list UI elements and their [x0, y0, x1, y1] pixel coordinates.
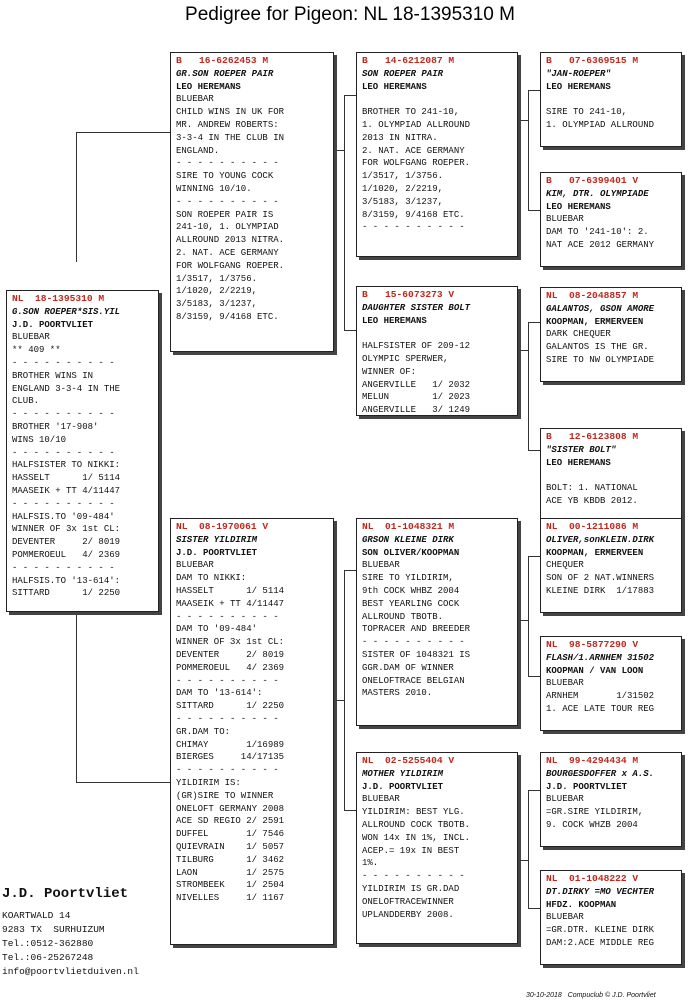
info-line: BLUEBAR — [362, 560, 400, 571]
info-line: - - - - - - - - - - — [12, 409, 115, 420]
pigeon-name: BOURGESDOFFER x A.S. — [546, 768, 655, 779]
info-line: DEVENTER 2/ 8019 — [176, 649, 285, 660]
connector-line — [528, 908, 540, 909]
pigeon-name: GALANTOS, GSON AMORE — [546, 303, 655, 314]
connector-line — [76, 782, 170, 783]
ring-number: B 16-6262453 M — [176, 55, 269, 66]
info-line: - - - - - - - - - - — [362, 222, 465, 233]
info-line: ENGLAND. — [176, 145, 220, 156]
info-line: SIRE TO 241-10, — [546, 107, 628, 118]
info-line: MELUN 1/ 2023 — [362, 392, 471, 403]
ring-number: NL 08-1970061 V — [176, 521, 269, 532]
info-line: SITTARD 1/ 2250 — [176, 701, 285, 712]
owner-address: KOARTWALD 14 — [2, 910, 71, 921]
ring-number: NL 00-1211086 M — [546, 521, 639, 532]
pigeon-card-sds[interactable] — [540, 287, 682, 382]
breeder-name: J.D. POORTVLIET — [362, 781, 444, 792]
breeder-name: LEO HEREMANS — [546, 201, 611, 212]
info-line: DAM:2.ACE MIDDLE REG — [546, 937, 655, 948]
connector-line — [518, 860, 528, 861]
info-line: DAM TO '09-484' — [176, 624, 258, 635]
connector-line — [528, 450, 540, 451]
info-line: BROTHER WINS IN — [12, 370, 94, 381]
info-line: 2. NAT. ACE GERMANY — [362, 145, 465, 156]
info-line: MR. ANDREW ROBERTS: — [176, 119, 279, 130]
info-line: 1/3517, 1/3756. — [176, 273, 258, 284]
page-title: Pedigree for Pigeon: NL 18-1395310 M — [185, 4, 515, 25]
info-line: ANGERVILLE 1/ 2032 — [362, 379, 471, 390]
info-line: BLUEBAR — [362, 794, 400, 805]
info-line: 1/1020, 2/2219, — [176, 286, 258, 297]
info-line: STROMBEEK 1/ 2504 — [176, 880, 285, 891]
info-line: YILDIRIM: BEST YLG. — [362, 807, 465, 818]
info-line: - - - - - - - - - - — [176, 765, 279, 776]
info-line: DUFFEL 1/ 7546 — [176, 829, 285, 840]
info-line: ONELOFTRACEWINNER — [362, 896, 454, 907]
info-line: 9th COCK WHBZ 2004 — [362, 585, 460, 596]
info-line: POMMEROEUL 4/ 2369 — [12, 549, 121, 560]
info-line: BROTHER '17-908' — [12, 421, 99, 432]
connector-line — [528, 90, 529, 210]
info-line: TOPRACER AND BREEDER — [362, 624, 471, 635]
info-line: HALFSISTER OF 209-12 — [362, 341, 471, 352]
breeder-name: KOOPMAN, ERMERVEEN — [546, 547, 644, 558]
pigeon-card-sire-sire[interactable] — [356, 52, 518, 257]
info-line: HASSELT 1/ 5114 — [12, 473, 121, 484]
breeder-name: SON OLIVER/KOOPMAN — [362, 547, 460, 558]
pigeon-name: MOTHER YILDIRIM — [362, 768, 444, 779]
info-line: SON OF 2 NAT.WINNERS — [546, 573, 655, 584]
pigeon-name: "SISTER BOLT" — [546, 444, 617, 455]
info-line: BLUEBAR — [12, 332, 50, 343]
info-line: 1. ACE LATE TOUR REG — [546, 703, 655, 714]
info-line: YILDIRIM IS: — [176, 777, 241, 788]
info-line: BLUEBAR — [546, 912, 584, 923]
connector-line — [528, 790, 529, 908]
info-line: - - - - - - - - - - — [176, 611, 279, 622]
ring-number: NL 01-1048321 M — [362, 521, 455, 532]
owner-postcode: 9283 TX SURHUIZUM — [2, 924, 105, 935]
connector-line — [518, 620, 528, 621]
connector-line — [344, 330, 356, 331]
pigeon-card-ddd[interactable] — [540, 870, 682, 965]
pigeon-name: GRSON KLEINE DIRK — [362, 534, 454, 545]
connector-line — [334, 150, 344, 151]
info-line: TILBURG 1/ 3462 — [176, 854, 285, 865]
pigeon-card-ssd[interactable] — [540, 172, 682, 267]
info-line: =GR.SIRE YILDIRIM, — [546, 807, 644, 818]
info-line: ONELOFT GERMANY 2008 — [176, 803, 285, 814]
info-line: 1. OLYMPIAD ALLROUND — [362, 119, 471, 130]
info-line: ACE YB KBDB 2012. — [546, 495, 638, 506]
info-line: 9. COCK WHZB 2004 — [546, 819, 638, 830]
info-line: NAT ACE 2012 GERMANY — [546, 239, 655, 250]
info-line: DAM TO '241-10': 2. — [546, 227, 649, 238]
breeder-name: KOOPMAN / VAN LOON — [546, 665, 644, 676]
info-line: ACE SD REGIO 2/ 2591 — [176, 816, 285, 827]
info-line: 3/5183, 3/1237, — [362, 196, 444, 207]
pigeon-card-dam[interactable] — [170, 518, 334, 945]
info-line: CHILD WINS IN UK FOR — [176, 107, 285, 118]
info-line: =GR.DTR. KLEINE DIRK — [546, 925, 655, 936]
info-line: MAASEIK + TT 4/11447 — [12, 485, 121, 496]
pigeon-name: FLASH/1.ARNHEM 31502 — [546, 652, 655, 663]
connector-line — [76, 132, 77, 262]
info-line: BEST YEARLING COCK — [362, 598, 460, 609]
info-line: HALFSISTER TO NIKKI: — [12, 460, 121, 471]
info-line: WINNER OF 3x 1st CL: — [176, 637, 285, 648]
owner-mobile: Tel.:06-25267248 — [2, 952, 94, 963]
info-line — [546, 93, 676, 106]
pigeon-name: G.SON ROEPER*SIS.YIL — [12, 306, 121, 317]
print-stamp: 30-10-2018 Compuclub © J.D. Poortvliet — [526, 992, 656, 999]
info-line: - - - - - - - - - - — [176, 675, 279, 686]
connector-line — [76, 132, 170, 133]
ring-number: B 14-6212087 M — [362, 55, 455, 66]
connector-line — [518, 350, 528, 351]
info-line: 8/3159, 9/4168 ETC. — [176, 311, 279, 322]
owner-name: J.D. Poortvliet — [2, 886, 129, 902]
info-line — [362, 93, 512, 106]
info-line: WINNER OF 3x 1st CL: — [12, 524, 121, 535]
info-line: BIERGES 14/17135 — [176, 752, 285, 763]
pigeon-name: GR.SON ROEPER PAIR — [176, 68, 274, 79]
breeder-name: LEO HEREMANS — [362, 315, 427, 326]
info-line: SON ROEPER PAIR IS — [176, 209, 274, 220]
info-line: ACEP.= 19x IN BEST — [362, 845, 460, 856]
connector-line — [344, 95, 345, 330]
info-line — [546, 469, 676, 482]
ring-number: NL 99-4294434 M — [546, 755, 639, 766]
info-line: BROTHER TO 241-10, — [362, 107, 460, 118]
info-line: - - - - - - - - - - — [176, 158, 279, 169]
info-line: (GR)SIRE TO WINNER — [176, 790, 274, 801]
info-line: HALFSIS.TO '13-614': — [12, 575, 121, 586]
ring-number: NL 01-1048222 V — [546, 873, 639, 884]
connector-line — [528, 556, 540, 557]
info-line: 3/5183, 3/1237, — [176, 299, 258, 310]
connector-line — [528, 556, 529, 676]
info-line: GGR.DAM OF WINNER — [362, 662, 454, 673]
ring-number: NL 08-2048857 M — [546, 290, 639, 301]
info-line: - - - - - - - - - - — [12, 562, 115, 573]
pigeon-name: DAUGHTER SISTER BOLT — [362, 302, 471, 313]
pigeon-card-dam-sire[interactable] — [356, 518, 518, 726]
pigeon-name: DT.DIRKY =MO VECHTER — [546, 886, 655, 897]
info-line: BLUEBAR — [546, 214, 584, 225]
connector-line — [334, 700, 344, 701]
info-line: - - - - - - - - - - — [362, 871, 465, 882]
info-line: ANGERVILLE 3/ 1249 — [362, 405, 471, 416]
info-line: - - - - - - - - - - — [176, 196, 279, 207]
connector-line — [76, 612, 77, 782]
connector-line — [518, 120, 528, 121]
pigeon-card-sss[interactable] — [540, 52, 682, 147]
info-line: OLYMPIC SPERWER, — [362, 353, 449, 364]
info-line: CHEQUER — [546, 560, 584, 571]
info-line: BLUEBAR — [176, 94, 214, 105]
connector-line — [528, 90, 540, 91]
pigeon-card-dsd[interactable] — [540, 636, 682, 731]
pigeon-name: KIM, DTR. OLYMPIADE — [546, 188, 649, 199]
breeder-name: LEO HEREMANS — [176, 81, 241, 92]
info-line: CHIMAY 1/16989 — [176, 739, 285, 750]
info-line: FOR WOLFGANG ROEPER. — [362, 158, 471, 169]
info-line: KLEINE DIRK 1/17883 — [546, 585, 655, 596]
info-line: 2. NAT. ACE GERMANY — [176, 247, 279, 258]
info-line: SISTER OF 1048321 IS — [362, 649, 471, 660]
ring-number: NL 18-1395310 M — [12, 293, 105, 304]
info-line: WINNER OF: — [362, 366, 417, 377]
ring-number: B 12-6123808 M — [546, 431, 639, 442]
info-line — [362, 327, 512, 340]
connector-line — [344, 95, 356, 96]
info-line: ONELOFTRACE BELGIAN — [362, 675, 465, 686]
info-line: 1/3517, 1/3756. — [362, 171, 444, 182]
info-line: HALFSIS.TO '09-484' — [12, 511, 115, 522]
info-line: NIVELLES 1/ 1167 — [176, 893, 285, 904]
info-line: - - - - - - - - - - — [12, 498, 115, 509]
breeder-name: LEO HEREMANS — [546, 81, 611, 92]
info-line: SITTARD 1/ 2250 — [12, 588, 121, 599]
info-line: DAM TO NIKKI: — [176, 573, 247, 584]
info-line: 3-3-4 IN THE CLUB IN — [176, 132, 285, 143]
info-line: BLUEBAR — [546, 794, 584, 805]
ring-number: B 07-6369515 M — [546, 55, 639, 66]
pigeon-card-main[interactable] — [6, 290, 159, 612]
info-line: CLUB. — [12, 396, 40, 407]
info-line: QUIEVRAIN 1/ 5057 — [176, 841, 285, 852]
owner-email[interactable]: info@poortvlietduiven.nl — [2, 966, 139, 977]
pigeon-card-dam-dam[interactable] — [356, 752, 518, 944]
owner-phone: Tel.:0512-362880 — [2, 938, 94, 949]
info-line: ENGLAND 3-3-4 IN THE — [12, 383, 121, 394]
connector-line — [344, 810, 356, 811]
info-line: ARNHEM 1/31502 — [546, 691, 655, 702]
info-line: ALLROUND COCK TBOTB. — [362, 819, 471, 830]
info-line: BLUEBAR — [546, 678, 584, 689]
info-line: 241-10, 1. OLYMPIAD — [176, 222, 279, 233]
connector-line — [528, 210, 540, 211]
ring-number: NL 98-5877290 V — [546, 639, 639, 650]
info-line: GALANTOS IS THE GR. — [546, 342, 649, 353]
info-line: DAM TO '13-614': — [176, 688, 263, 699]
breeder-name: J.D. POORTVLIET — [546, 781, 628, 792]
pigeon-card-sire[interactable] — [170, 52, 334, 352]
info-line: SIRE TO NW OLYMPIADE — [546, 354, 655, 365]
info-line: MAASEIK + TT 4/11447 — [176, 598, 285, 609]
info-line: - - - - - - - - - - — [362, 637, 465, 648]
pigeon-card-sdd[interactable] — [540, 428, 682, 523]
info-line: HASSELT 1/ 5114 — [176, 585, 285, 596]
info-line: ALLROUND 2013 NITRA. — [176, 235, 285, 246]
info-line: 2013 IN NITRA. — [362, 132, 438, 143]
info-line: BOLT: 1. NATIONAL — [546, 483, 638, 494]
connector-line — [344, 570, 345, 810]
info-line: 1/1020, 2/2219, — [362, 183, 444, 194]
info-line: WINNING 10/10. — [176, 183, 252, 194]
info-line: WINS 10/10 — [12, 434, 67, 445]
info-line: BLUEBAR — [176, 560, 214, 571]
pigeon-card-dds[interactable] — [540, 752, 682, 847]
pigeon-name: "JAN-ROEPER" — [546, 68, 611, 79]
info-line: MASTERS 2010. — [362, 688, 433, 699]
pigeon-card-sire-dam[interactable] — [356, 286, 518, 416]
connector-line — [344, 570, 356, 571]
info-line: SIRE TO YILDIRIM, — [362, 573, 454, 584]
info-line: WON 14x IN 1%, INCL. — [362, 832, 471, 843]
info-line: - - - - - - - - - - — [12, 357, 115, 368]
info-line: - - - - - - - - - - — [176, 713, 279, 724]
info-line: DARK CHEQUER — [546, 329, 611, 340]
info-line: YILDIRIM IS GR.DAD — [362, 883, 460, 894]
breeder-name: LEO HEREMANS — [362, 81, 427, 92]
info-line: POMMEROEUL 4/ 2369 — [176, 662, 285, 673]
info-line: 1. OLYMPIAD ALLROUND — [546, 119, 655, 130]
info-line: LAON 1/ 2575 — [176, 867, 285, 878]
breeder-name: J.D. POORTVLIET — [176, 547, 258, 558]
breeder-name: KOOPMAN, ERMERVEEN — [546, 316, 644, 327]
connector-line — [528, 790, 540, 791]
ring-number: NL 02-5255404 V — [362, 755, 455, 766]
info-line: DEVENTER 2/ 8019 — [12, 537, 121, 548]
info-line: FOR WOLFGANG ROEPER. — [176, 260, 285, 271]
info-line: SIRE TO YOUNG COCK — [176, 171, 274, 182]
connector-line — [528, 322, 529, 450]
info-line: GR.DAM TO: — [176, 726, 231, 737]
ring-number: B 15-6073273 V — [362, 289, 455, 300]
breeder-name: LEO HEREMANS — [546, 457, 611, 468]
info-line: 1%. — [362, 858, 379, 869]
info-line: ALLROUND TBOTB. — [362, 611, 444, 622]
connector-line — [528, 322, 540, 323]
info-line: ** 409 ** — [12, 345, 61, 356]
info-line: - - - - - - - - - - — [12, 447, 115, 458]
info-line: 8/3159, 9/4168 ETC. — [362, 209, 465, 220]
pigeon-name: SON ROEPER PAIR — [362, 68, 444, 79]
connector-line — [528, 676, 540, 677]
breeder-name: HFDZ. KOOPMAN — [546, 899, 617, 910]
pigeon-name: OLIVER,sonKLEIN.DIRK — [546, 534, 655, 545]
pigeon-name: SISTER YILDIRIM — [176, 534, 258, 545]
info-line: UPLANDDERBY 2008. — [362, 909, 454, 920]
breeder-name: J.D. POORTVLIET — [12, 319, 94, 330]
pigeon-card-dss[interactable] — [540, 518, 682, 613]
ring-number: B 07-6399401 V — [546, 175, 639, 186]
